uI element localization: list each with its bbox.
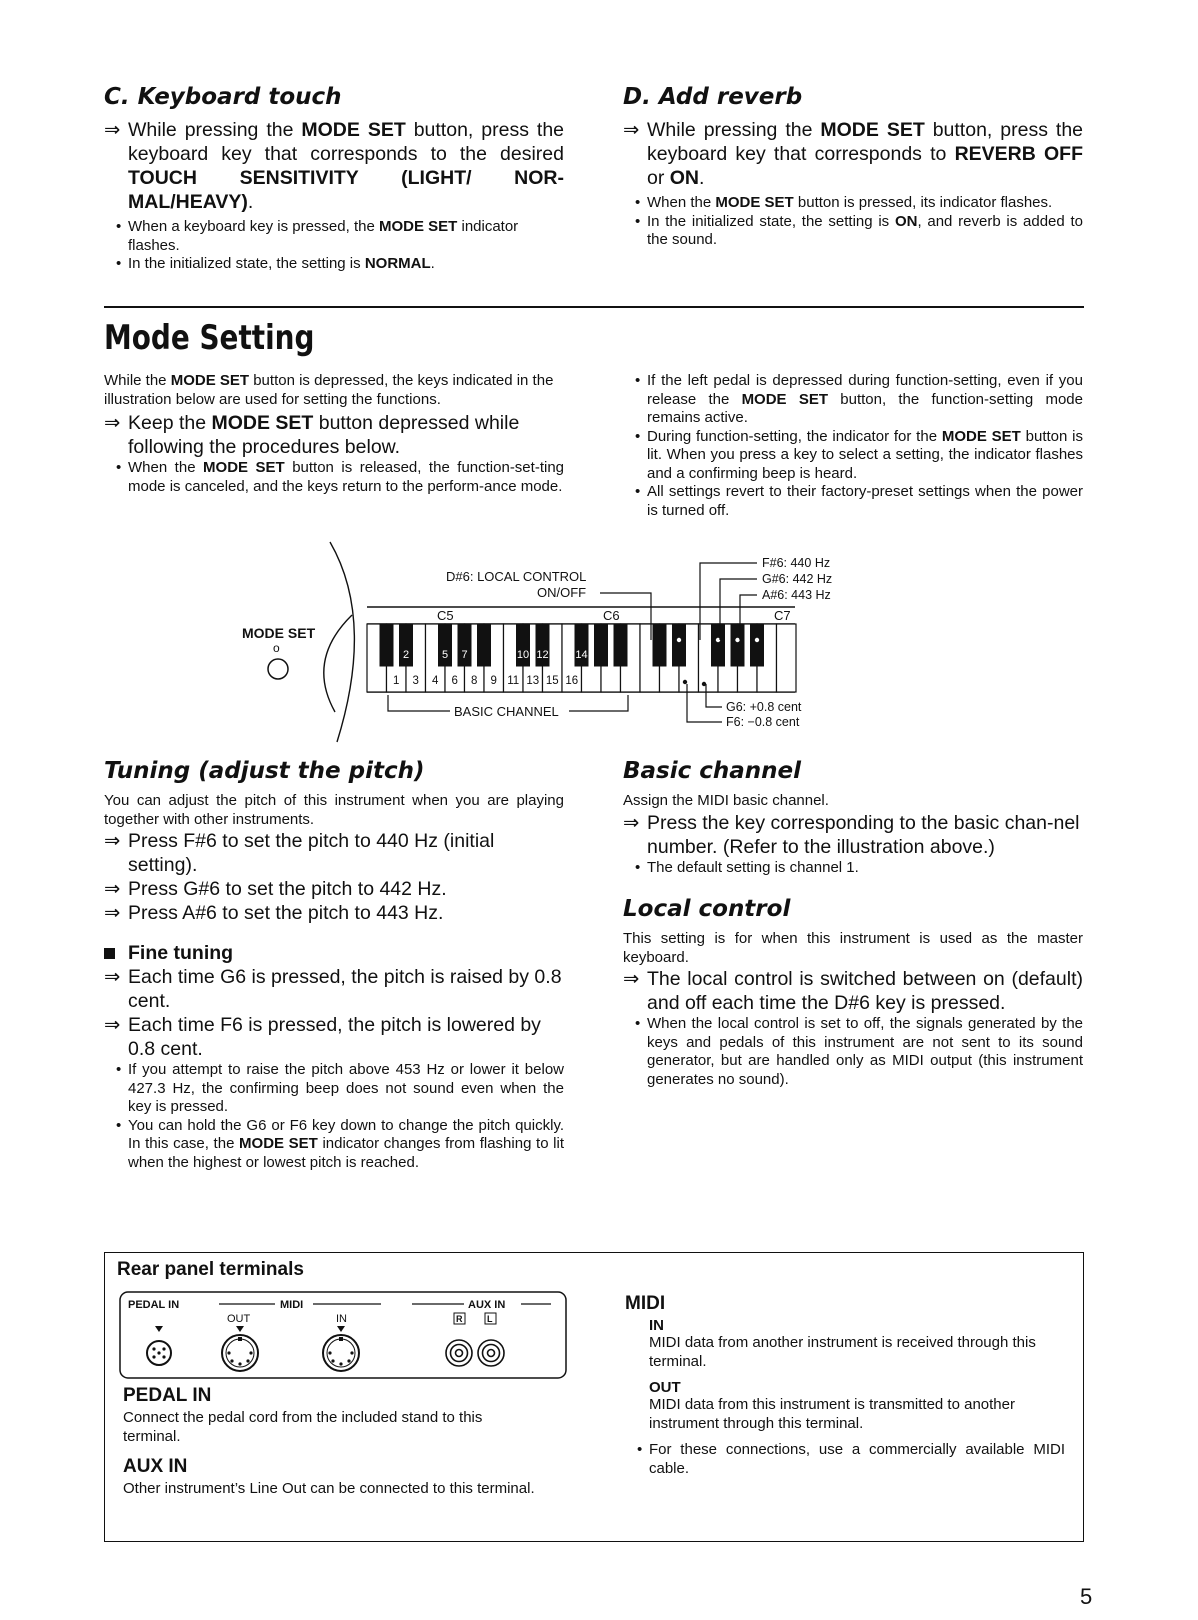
black-key[interactable] (673, 624, 686, 666)
mode-set-label: MODE SET (242, 625, 316, 641)
keyboard-touch-step: ⇒ While pressing the MODE SET button, press the keyboard key that corresponds to the desired TOUCH SENSITIVITY (LIGHT/ NOR-MAL/HEAVY). (104, 118, 564, 214)
mode-setting-note: • When the MODE SET button is released, the function-set-ting mode is canceled, and the keys return to the perform-ance mode. (104, 459, 564, 496)
aux-l-label: L (487, 1314, 493, 1324)
square-bullet-icon (104, 948, 115, 959)
aux-in-heading: AUX IN (123, 1456, 188, 1477)
fine-tuning-heading: Fine tuning (104, 941, 564, 965)
local-control-intro: This setting is for when this instrument is used as the master keyboard. (623, 930, 1083, 966)
black-key[interactable] (731, 624, 744, 666)
panel-pedal-in-label: PEDAL IN (128, 1299, 180, 1311)
function-key-marker (677, 638, 681, 642)
aux-in-r-jack-icon[interactable] (446, 1340, 472, 1366)
section-local-control (623, 896, 1083, 1089)
mode-set-indicator: o (273, 641, 280, 655)
keyboard-diagram (0, 530, 1198, 760)
tuning-note-2: • You can hold the G6 or F6 key down to change the pitch quickly. In this case, the MODE SET indicator changes from flashing to lit when the highest or lowest pitch is reached. (104, 1117, 564, 1173)
out-arrow-icon (236, 1326, 244, 1332)
local-control-step: ⇒ The local control is switched between on (default) and off each time the D#6 key is pressed. (623, 967, 1083, 1015)
tuning-step-3: ⇒ Press A#6 to set the pitch to 443 Hz. (104, 901, 564, 925)
function-key-marker (735, 638, 739, 642)
white-key-number: 11 (507, 675, 520, 687)
keyboard-touch-title: C. Keyboard touch (104, 84, 342, 110)
black-key-number: 5 (441, 649, 449, 661)
pedal-in-jack-icon[interactable] (147, 1341, 171, 1365)
pedal-arrow-icon (155, 1326, 163, 1332)
mode-setting-right (623, 372, 1083, 520)
aux-in-description: Other instrument’s Line Out can be connected to this terminal. (123, 1480, 535, 1497)
diagram-bracket-right (330, 542, 354, 742)
white-key-number: 9 (490, 675, 497, 687)
rear-panel-box (104, 1252, 1084, 1542)
tuning-step-2: ⇒ Press G#6 to set the pitch to 442 Hz. (104, 877, 564, 901)
basic-channel-intro: Assign the MIDI basic channel. (623, 792, 829, 809)
basic-channel-step: ⇒ Press the key corresponding to the basic chan-nel number. (Refer to the illustration above.) (623, 811, 1083, 859)
section-add-reverb (623, 84, 1083, 250)
white-key-number: 1 (393, 675, 400, 687)
section-keyboard-touch (104, 84, 564, 274)
mode-setting-step: ⇒ Keep the MODE SET button depressed while following the procedures below. (104, 411, 564, 459)
keyboard-touch-note-2: • In the initialized state, the setting is NORMAL. (104, 255, 564, 274)
mode-setting-intro: While the MODE SET button is depressed, the keys indicated in the illustration below are used for setting the functions. (104, 372, 554, 408)
section-tuning (104, 758, 564, 1172)
white-key-number: 6 (451, 675, 458, 687)
aux-in-l-jack-icon[interactable] (478, 1340, 504, 1366)
fine-tuning-step-2: ⇒ Each time F6 is pressed, the pitch is lowered by 0.8 cent. (104, 1013, 564, 1061)
panel-in-label: IN (336, 1313, 347, 1325)
white-key-number: 4 (432, 675, 439, 687)
page-number: 5 (1080, 1584, 1093, 1609)
white-key-number: 8 (471, 675, 478, 687)
pedal-in-description: Connect the pedal cord from the included stand to this terminal. (123, 1409, 483, 1445)
midi-in-description: MIDI data from another instrument is received through this terminal. (649, 1334, 1036, 1370)
tuning-title: Tuning (adjust the pitch) (104, 758, 425, 784)
add-reverb-note-2: • In the initialized state, the setting is ON, and reverb is added to the sound. (623, 213, 1083, 250)
mode-setting-right-note-1: • If the left pedal is depressed during function-setting, even if you release the MODE SET button, the function-setting mode remains active. (623, 372, 1083, 428)
white-key-number: 16 (565, 675, 579, 687)
label-local-control: D#6: LOCAL CONTROL (446, 569, 587, 584)
local-control-note: • When the local control is set to off, the signals generated by the keys and pedals of this instrument are not sent to its sound generator, but are handled only as MIDI output (this instrument generates no sound). (623, 1015, 1083, 1089)
rear-panel-left-text (123, 1385, 543, 1499)
mode-set-button[interactable] (268, 659, 288, 679)
midi-out-description: MIDI data from this instrument is transmitted to another instrument through this terminal. (649, 1396, 1015, 1432)
midi-out-heading: OUT (649, 1379, 681, 1396)
tuning-intro: You can adjust the pitch of this instrument when you are playing together with other instruments. (104, 792, 564, 828)
label-basic-channel: BASIC CHANNEL (454, 704, 559, 719)
black-key-number: 12 (536, 649, 549, 661)
rear-panel-drawing (119, 1291, 569, 1381)
black-key-number: 2 (402, 649, 410, 661)
midi-in-heading: IN (649, 1317, 664, 1334)
fine-tuning-step-1: ⇒ Each time G6 is pressed, the pitch is raised by 0.8 cent. (104, 965, 564, 1013)
label-c5: C5 (437, 608, 454, 623)
panel-midi-label: MIDI (280, 1299, 304, 1311)
midi-in-jack-icon[interactable] (323, 1335, 359, 1371)
black-key[interactable] (380, 624, 393, 666)
mode-setting-left (104, 372, 564, 496)
tuning-note-1: • If you attempt to raise the pitch above 453 Hz or lower it below 427.3 Hz, the confirming beep does not sound even when the key is pressed. (104, 1061, 564, 1117)
basic-channel-bracket-right (569, 695, 628, 711)
label-g6sharp: G#6: 442 Hz (762, 572, 833, 586)
black-key-number: 7 (461, 649, 468, 661)
label-f6sharp: F#6: 440 Hz (762, 556, 831, 570)
f6-dot (683, 680, 687, 684)
white-key-number: 15 (545, 675, 559, 687)
keyboard-touch-note-1: • When a keyboard key is pressed, the MODE SET indicator flashes. (104, 218, 564, 255)
in-arrow-icon (337, 1326, 345, 1332)
black-key-number: 14 (575, 649, 588, 661)
section-divider (104, 306, 1084, 308)
label-g6: G6: +0.8 cent (726, 700, 802, 714)
black-key[interactable] (653, 624, 666, 666)
midi-heading: MIDI (625, 1293, 666, 1314)
add-reverb-title: D. Add reverb (623, 84, 803, 110)
mode-setting-right-note-3: • All settings revert to their factory-preset settings when the power is turned off. (623, 483, 1083, 520)
label-a6sharp: A#6: 443 Hz (762, 588, 831, 602)
rear-panel-title: Rear panel terminals (117, 1259, 304, 1280)
label-on-off: ON/OFF (537, 585, 587, 600)
panel-aux-in-label: AUX IN (468, 1299, 506, 1311)
local-control-title: Local control (623, 896, 791, 922)
midi-cable-note: • For these connections, use a commercially available MIDI cable. (625, 1441, 1065, 1478)
black-key[interactable] (595, 624, 608, 666)
white-key-number: 13 (526, 675, 540, 687)
mode-setting-right-note-2: • During function-setting, the indicator for the MODE SET button is lit. When you press a key to select a setting, the indicator flashes and a confirming beep is heard. (623, 428, 1083, 484)
basic-channel-title: Basic channel (623, 758, 802, 784)
black-key[interactable] (614, 624, 627, 666)
aux-r-label: R (456, 1314, 463, 1324)
section-basic-channel (623, 758, 1083, 877)
midi-out-jack-icon[interactable] (222, 1335, 258, 1371)
tuning-step-1: ⇒ Press F#6 to set the pitch to 440 Hz (initial setting). (104, 829, 564, 877)
label-f6: F6: −0.8 cent (726, 715, 800, 729)
black-key[interactable] (751, 624, 764, 666)
white-key[interactable] (777, 624, 797, 692)
pedal-in-heading: PEDAL IN (123, 1385, 212, 1406)
label-c7: C7 (774, 608, 791, 623)
black-key[interactable] (712, 624, 725, 666)
add-reverb-step: ⇒ While pressing the MODE SET button, press the keyboard key that corresponds to REVERB OFF or ON. (623, 118, 1083, 190)
mode-setting-title: Mode Setting (104, 318, 315, 358)
basic-channel-bracket (388, 695, 450, 711)
white-key-number: 3 (412, 675, 419, 687)
function-key-marker (755, 638, 759, 642)
black-key-number: 10 (516, 649, 530, 661)
panel-out-label: OUT (227, 1313, 251, 1325)
add-reverb-note-1: • When the MODE SET button is pressed, its indicator flashes. (623, 194, 1083, 213)
rear-panel-right-text (625, 1293, 1065, 1478)
label-c6: C6 (603, 608, 620, 623)
basic-channel-note: • The default setting is channel 1. (623, 859, 1083, 878)
black-key[interactable] (478, 624, 491, 666)
